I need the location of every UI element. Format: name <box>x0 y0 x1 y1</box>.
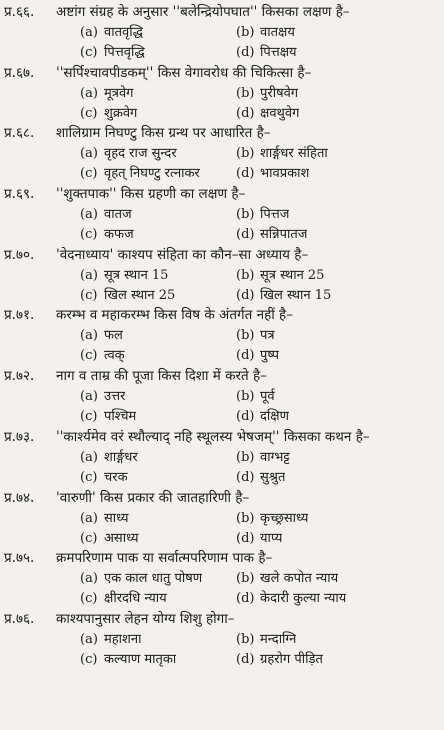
option-label: (a) <box>80 631 98 647</box>
option-label: (a) <box>80 510 98 526</box>
option-label: (a) <box>80 146 98 162</box>
question-block <box>4 63 438 124</box>
question-block <box>4 245 438 306</box>
option-text: क्षीरदधि न्याय <box>104 591 167 607</box>
question-text: करम्भ व महाकरम्भ किस विष के अंतर्गत नहीं है– <box>56 307 293 324</box>
option-b <box>234 447 386 465</box>
options-row <box>4 265 438 285</box>
option-text: सूत्र स्थान 15 <box>104 267 169 283</box>
question-text: ''कार्श्यमेव वरं स्थौल्याद् नहि स्थूलस्य भेषजम्'' किसका कथन है– <box>56 428 370 445</box>
option-b <box>234 83 386 101</box>
option-text: सुश्रुत <box>260 469 286 485</box>
options-row <box>4 406 438 426</box>
option-a <box>4 508 234 526</box>
option-text: शुक्रवेग <box>104 105 138 121</box>
option-b <box>234 204 386 222</box>
option-d <box>234 42 386 60</box>
option-text: पुरीषवेग <box>260 85 299 101</box>
option-d <box>234 163 386 181</box>
option-text: वातवृद्धि <box>104 25 143 40</box>
option-text: याप्य <box>260 530 283 546</box>
option-text: शार्ङ्गधर <box>104 449 138 465</box>
option-d <box>234 528 386 546</box>
options-row <box>4 508 438 528</box>
option-text: कफज <box>104 227 134 243</box>
option-c <box>4 588 234 606</box>
option-label: (c) <box>80 530 98 546</box>
option-text: वृहत् निघण्टु रत्नाकर <box>104 166 200 182</box>
option-text: महाशना <box>104 631 142 647</box>
options-row <box>4 83 438 103</box>
option-c <box>4 103 234 121</box>
option-label: (a) <box>80 571 98 587</box>
option-b <box>234 629 386 647</box>
option-label: (d) <box>236 348 255 364</box>
option-label: (a) <box>80 328 98 344</box>
options-row <box>4 285 438 305</box>
option-text: मूत्रवेग <box>104 85 134 101</box>
option-d <box>234 285 386 303</box>
option-c <box>4 528 234 546</box>
option-label: (a) <box>80 389 98 405</box>
option-label: (b) <box>236 85 255 101</box>
option-a <box>4 143 234 161</box>
option-a <box>4 629 234 647</box>
option-label: (b) <box>236 389 255 405</box>
option-label: (c) <box>80 105 98 121</box>
option-a <box>4 386 234 404</box>
option-label: (b) <box>236 510 255 526</box>
option-label: (c) <box>80 348 98 364</box>
option-text: त्वक् <box>104 348 125 364</box>
option-text: चरक <box>104 469 128 485</box>
question-number: प्र.६६. <box>4 4 35 20</box>
option-a <box>4 83 234 101</box>
question-number: प्र.७५. <box>4 550 35 567</box>
options-row <box>4 528 438 548</box>
options-row <box>4 568 438 588</box>
option-b <box>234 508 386 526</box>
option-d <box>234 406 386 424</box>
option-label: (d) <box>236 45 255 60</box>
question-text: अष्टांग संग्रह के अनुसार ''बलेन्द्रियोपघात'' किसका लक्षण है– <box>56 4 350 20</box>
question-number: प्र.६९. <box>4 186 35 203</box>
option-text: ग्रहरोग पीड़ित <box>260 651 323 667</box>
option-text: क्षवथुवेग <box>260 105 300 121</box>
option-text: खिल स्थान 25 <box>104 287 176 303</box>
option-label: (d) <box>236 105 255 121</box>
question-list <box>4 2 438 670</box>
option-label: (a) <box>80 25 98 40</box>
option-a <box>4 265 234 283</box>
options-row <box>4 143 438 163</box>
option-label: (d) <box>236 287 255 303</box>
option-text: साध्य <box>104 510 129 526</box>
option-label: (a) <box>80 85 98 101</box>
options-row <box>4 386 438 406</box>
option-text: पित्तवृद्धि <box>104 45 145 60</box>
option-label: (c) <box>80 651 98 667</box>
question-text: शालिग्राम निघण्टु किस ग्रन्थ पर आधारित है– <box>56 125 271 142</box>
option-c <box>4 42 234 60</box>
question-line <box>4 63 438 83</box>
question-block <box>4 123 438 184</box>
question-line <box>4 184 438 204</box>
option-a <box>4 204 234 222</box>
option-text: दक्षिण <box>260 409 289 425</box>
option-d <box>234 103 386 121</box>
question-number: प्र.७०. <box>4 246 35 263</box>
options-row <box>4 588 438 608</box>
option-b <box>234 143 386 161</box>
question-text: ''सर्पिश्चावपीडकम्'' किस वेगावरोध की चिकित्सा है– <box>56 64 312 81</box>
option-text: पित्तज <box>260 207 290 223</box>
question-text: क्रमपरिणाम पाक या सर्वात्मपरिणाम पाक है– <box>56 550 273 567</box>
option-label: (b) <box>236 449 255 465</box>
option-c <box>4 406 234 424</box>
options-row <box>4 204 438 224</box>
options-row <box>4 467 438 487</box>
option-a <box>4 22 234 40</box>
option-label: (c) <box>80 469 98 485</box>
option-a <box>4 325 234 343</box>
option-text: उत्तर <box>104 389 126 405</box>
question-number: प्र.७१. <box>4 307 35 324</box>
question-block <box>4 548 438 609</box>
question-text: काश्यपानुसार लेहन योग्य शिशु होगा– <box>56 610 235 627</box>
option-label: (c) <box>80 409 98 425</box>
options-row <box>4 629 438 649</box>
question-block <box>4 427 438 488</box>
option-b <box>234 325 386 343</box>
option-label: (b) <box>236 25 255 40</box>
option-label: (b) <box>236 328 255 344</box>
option-d <box>234 649 386 667</box>
question-block <box>4 184 438 245</box>
question-number: प्र.७२. <box>4 368 35 385</box>
question-block <box>4 305 438 366</box>
option-label: (d) <box>236 591 255 607</box>
option-text: पुष्प <box>260 348 279 364</box>
option-c <box>4 163 234 181</box>
option-label: (d) <box>236 530 255 546</box>
option-b <box>234 22 386 40</box>
option-text: एक काल धातु पोषण <box>104 571 203 587</box>
options-row <box>4 345 438 365</box>
question-line <box>4 366 438 386</box>
option-b <box>234 568 386 586</box>
question-block <box>4 2 438 63</box>
option-label: (b) <box>236 146 255 162</box>
question-text: 'वेदनाध्याय' काश्यप संहिता का कौन–सा अध्याय है– <box>56 246 309 263</box>
question-line <box>4 427 438 447</box>
option-text: पत्र <box>260 328 275 344</box>
question-text: 'वारुणी' किस प्रकार की जातहारिणी है– <box>56 489 250 506</box>
option-label: (d) <box>236 227 255 243</box>
question-block <box>4 488 438 549</box>
question-number: प्र.७६. <box>4 610 35 627</box>
option-c <box>4 224 234 242</box>
question-number: प्र.६८. <box>4 125 35 142</box>
option-c <box>4 345 234 363</box>
option-text: सन्निपातज <box>260 227 308 243</box>
option-c <box>4 467 234 485</box>
options-row <box>4 224 438 244</box>
option-label: (b) <box>236 631 255 647</box>
option-a <box>4 568 234 586</box>
option-label: (d) <box>236 166 255 182</box>
option-text: पूर्व <box>260 389 275 405</box>
option-text: भावप्रकाश <box>260 166 310 182</box>
question-line <box>4 548 438 568</box>
option-text: कल्याण मातृका <box>104 651 177 667</box>
option-label: (c) <box>80 591 98 607</box>
option-b <box>234 386 386 404</box>
option-text: पित्तक्षय <box>260 45 297 60</box>
option-text: असाध्य <box>104 530 139 546</box>
option-c <box>4 649 234 667</box>
option-text: वृहद राज सुन्दर <box>104 146 177 162</box>
option-text: मन्दाग्नि <box>260 631 297 647</box>
options-row <box>4 649 438 669</box>
option-label: (b) <box>236 571 255 587</box>
option-text: फल <box>104 328 123 344</box>
option-label: (a) <box>80 449 98 465</box>
option-b <box>234 265 386 283</box>
question-number: प्र.६७. <box>4 64 35 81</box>
question-text: ''शुक्तपाक'' किस ग्रहणी का लक्षण है– <box>56 186 246 203</box>
option-label: (c) <box>80 227 98 243</box>
question-text: नाग व ताम्र की पूजा किस दिशा में करते है– <box>56 368 267 385</box>
option-label: (b) <box>236 267 255 283</box>
option-text: कृच्छ्रसाध्य <box>260 510 309 526</box>
question-line <box>4 245 438 265</box>
option-a <box>4 447 234 465</box>
option-d <box>234 345 386 363</box>
option-text: सूत्र स्थान 25 <box>260 267 325 283</box>
option-label: (c) <box>80 287 98 303</box>
option-label: (c) <box>80 166 98 182</box>
option-text: शार्ङ्गधर संहिता <box>260 146 328 162</box>
question-block <box>4 366 438 427</box>
option-text: वाग्भट्ट <box>260 449 290 465</box>
question-number: प्र.७३. <box>4 428 35 445</box>
option-text: वातक्षय <box>260 25 295 40</box>
option-d <box>234 588 386 606</box>
option-text: वातज <box>104 207 132 223</box>
option-text: पश्चिम <box>104 409 137 425</box>
options-row <box>4 325 438 345</box>
question-line <box>4 2 438 22</box>
option-label: (c) <box>80 45 98 60</box>
option-c <box>4 285 234 303</box>
question-line <box>4 609 438 629</box>
options-row <box>4 103 438 123</box>
option-d <box>234 467 386 485</box>
option-label: (a) <box>80 207 98 223</box>
option-text: खले कपोत न्याय <box>260 571 339 587</box>
option-d <box>234 224 386 242</box>
question-block <box>4 609 438 670</box>
question-line <box>4 488 438 508</box>
question-line <box>4 305 438 325</box>
option-text: खिल स्थान 15 <box>260 287 332 303</box>
option-label: (d) <box>236 409 255 425</box>
option-label: (d) <box>236 469 255 485</box>
options-row <box>4 22 438 42</box>
question-number: प्र.७४. <box>4 489 35 506</box>
question-line <box>4 123 438 143</box>
options-row <box>4 163 438 183</box>
options-row <box>4 42 438 62</box>
option-text: केदारी कुल्या न्याय <box>260 591 347 607</box>
options-row <box>4 447 438 467</box>
option-label: (d) <box>236 651 255 667</box>
option-label: (b) <box>236 207 255 223</box>
option-label: (a) <box>80 267 98 283</box>
